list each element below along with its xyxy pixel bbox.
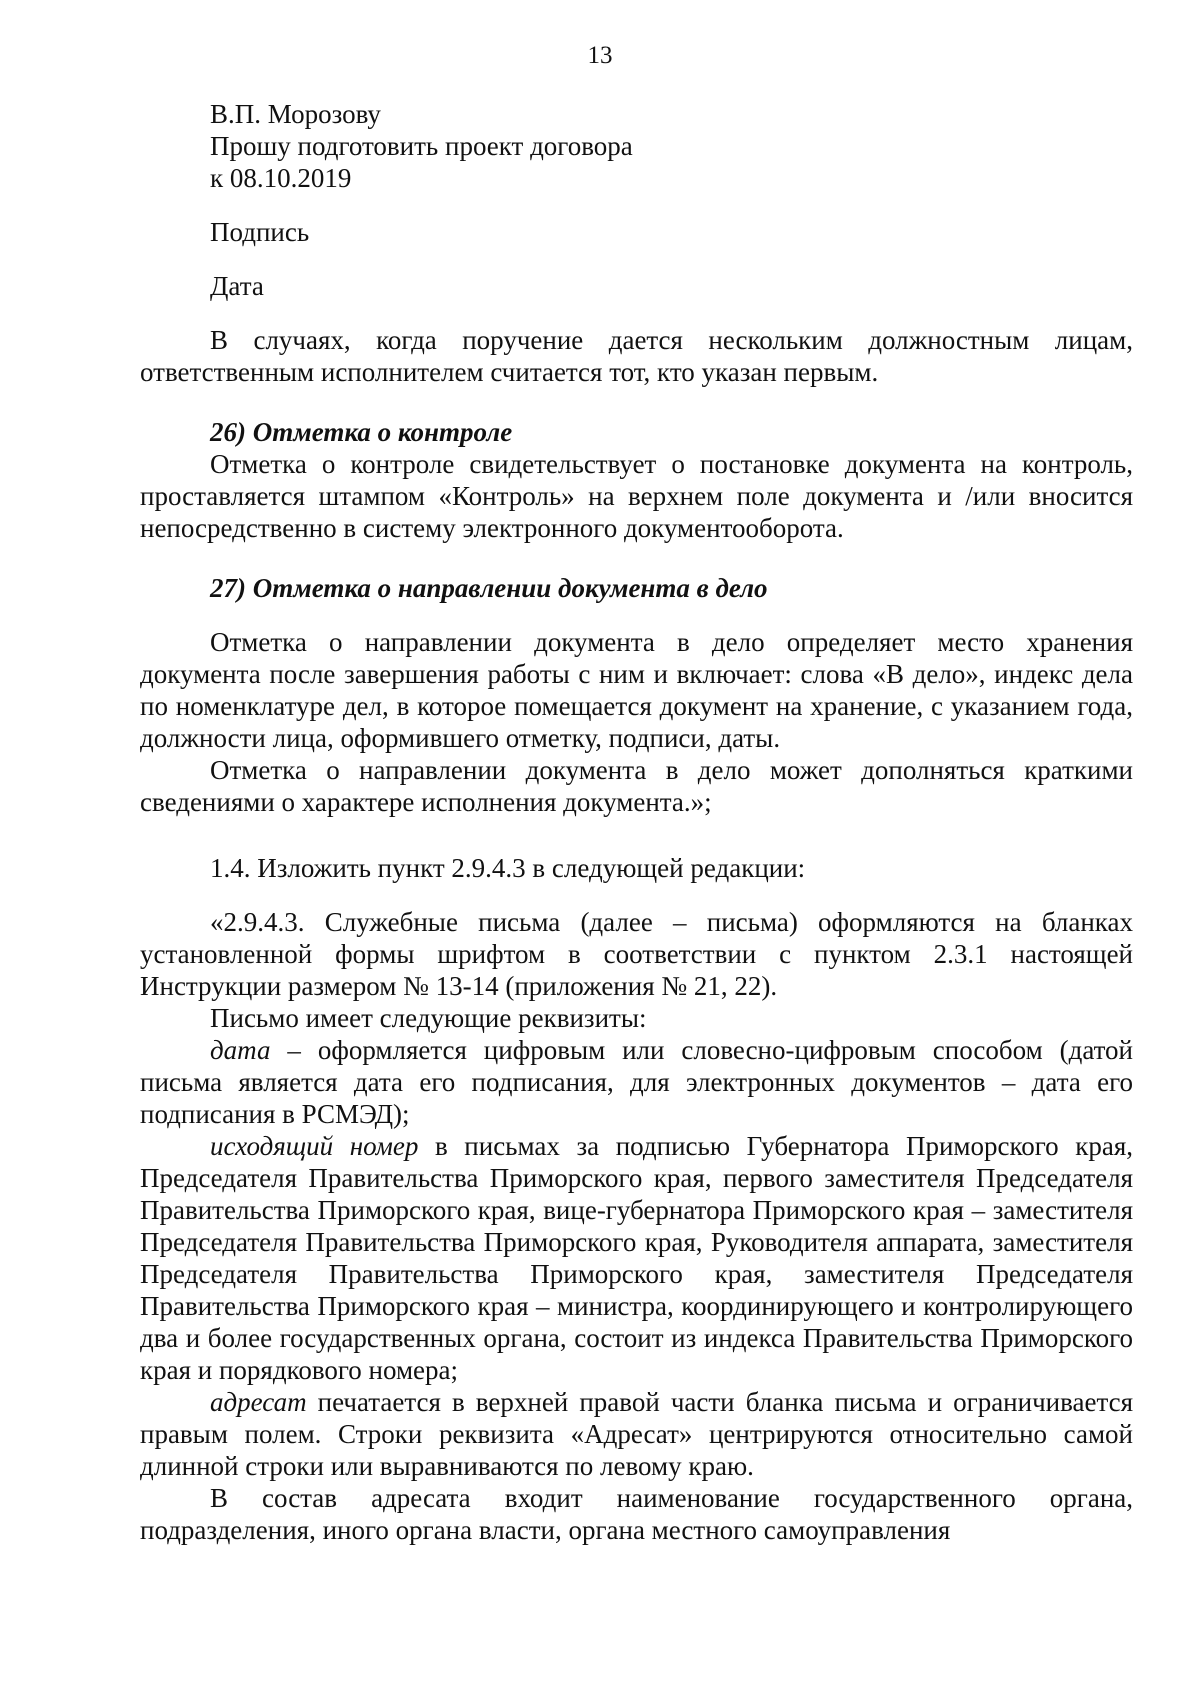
date-label: Дата [210, 271, 264, 301]
requisite-outgoing-term: исходящий номер [210, 1131, 419, 1161]
requisite-date [140, 1034, 1133, 1130]
section-27-heading: 27) Отметка о направлении документа в дело [210, 573, 768, 603]
page-number: 13 [587, 42, 613, 69]
resolution-addressee: В.П. Морозову [210, 99, 381, 129]
requisites-intro: Письмо имеет следующие реквизиты: [210, 1003, 647, 1033]
addressee-composition: В состав адресата входит наименование государственного органа, подразделения, иного органа власти, органа местного самоуправления [140, 1483, 1133, 1545]
document-body [140, 98, 1133, 1546]
requisite-addressee-text: печатается в верхней правой части бланка письма и ограничивается правым полем. Строки реквизита «Адресат» центрируются относительно самой длинной строки или выравниваются по левому краю. [140, 1387, 1133, 1481]
item-1-4: 1.4. Изложить пункт 2.9.4.3 в следующей редакции: [210, 853, 806, 883]
resolution-block [140, 98, 1133, 302]
requisite-date-text: – оформляется цифровым или словесно-цифровым способом (датой письма является дата его подписания, для электронных документов – дата его подписания в РСМЭД); [140, 1035, 1133, 1129]
resolution-instruction: Прошу подготовить проект договора [210, 131, 633, 161]
requisite-date-term: дата [210, 1035, 271, 1065]
section-27-text-1: Отметка о направлении документа в дело определяет место хранения документа после завершения работы с ним и включает: слова «В дело», индекс дела по номенклатуре дел, в которое помещается документ на хранение, с указанием года, должности лица, оформившего отметку, подписи, даты. [140, 627, 1133, 753]
requisite-outgoing-number [140, 1130, 1133, 1386]
item-2-9-4-3: «2.9.4.3. Служебные письма (далее – письма) оформляются на бланках установленной формы шрифтом в соответствии с пунктом 2.3.1 настоящей Инструкции размером № 13-14 (приложения № 21, 22). [140, 907, 1133, 1001]
resolution-deadline: к 08.10.2019 [210, 163, 352, 193]
section-26-heading: 26) Отметка о контроле [210, 417, 513, 447]
section-27-text-2: Отметка о направлении документа в дело может дополняться краткими сведениями о характере исполнения документа.»; [140, 755, 1133, 817]
paragraph-multiple-executors: В случаях, когда поручение дается нескольким должностным лицам, ответственным исполнителем считается тот, кто указан первым. [140, 325, 1133, 387]
requisite-outgoing-text: в письмах за подписью Губернатора Приморского края, Председателя Правительства Приморского края, первого заместителя Председателя Правительства Приморского края, вице-губернатора Приморского края – заместителя Председателя Правительства Приморского края, Руководителя аппарата, заместителя Председателя Правительства Приморского края, заместителя Председателя Правительства Приморского края – министра, координирующего и контролирующего два и более государственных органа, состоит из индекса Правительства Приморского края и порядкового номера; [140, 1131, 1133, 1385]
requisite-addressee-term: адресат [210, 1387, 307, 1417]
requisite-addressee [140, 1386, 1133, 1482]
signature-label: Подпись [210, 217, 310, 247]
section-26-text: Отметка о контроле свидетельствует о постановке документа на контроль, проставляется штампом «Контроль» на верхнем поле документа и /или вносится непосредственно в систему электронного документооборота. [140, 449, 1133, 543]
